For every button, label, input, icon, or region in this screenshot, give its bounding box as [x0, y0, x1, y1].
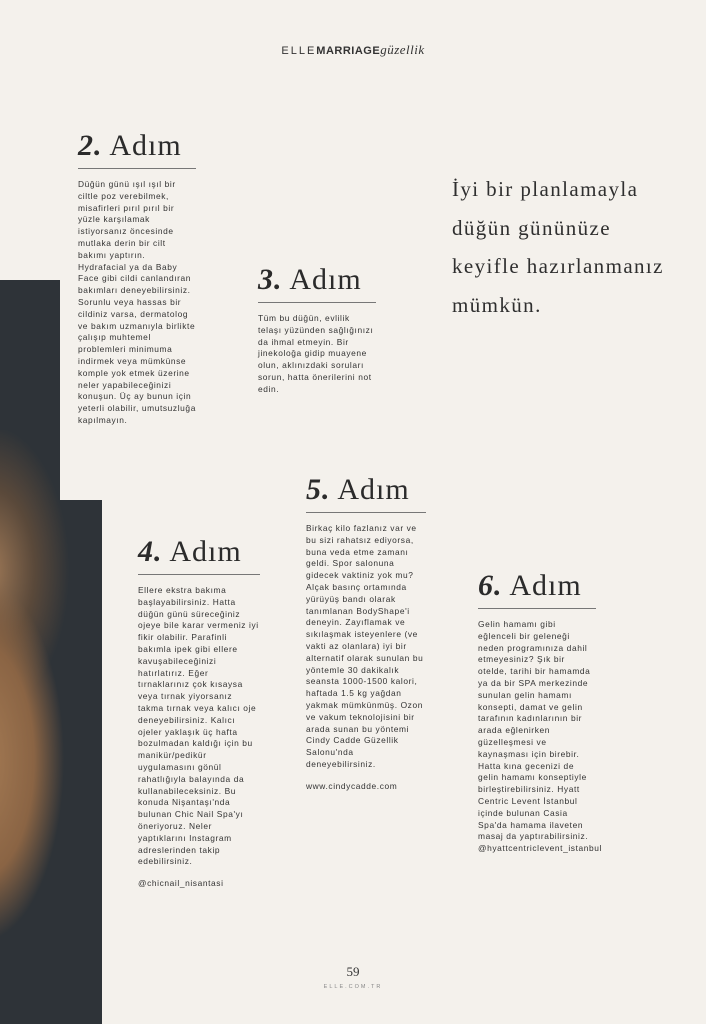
page-footer — [0, 964, 706, 990]
step-number: 2. — [78, 129, 103, 162]
step-handle[interactable]: @chicnail_nisantasi — [138, 878, 224, 889]
page-number: 59 — [346, 964, 360, 979]
step-2 — [78, 128, 196, 427]
masthead — [0, 42, 706, 58]
step-number: 6. — [478, 569, 503, 602]
step-number: 5. — [306, 473, 331, 506]
step-heading — [138, 534, 260, 575]
step-label: Adım — [169, 535, 242, 568]
step-heading — [78, 128, 196, 169]
photo-hair — [0, 430, 100, 1024]
footer-site: ELLE.COM.TR — [323, 984, 383, 990]
step-6 — [478, 568, 602, 855]
step-number: 4. — [138, 535, 163, 568]
masthead-section: güzellik — [380, 42, 425, 57]
step-label: Adım — [337, 473, 410, 506]
step-3 — [258, 262, 376, 396]
step-label: Adım — [109, 129, 182, 162]
step-label: Adım — [289, 263, 362, 296]
step-body: Birkaç kilo fazlanız var ve bu sizi rahatsız ediyorsa, buna veda etme zamanı geldi. Spor salonuna gidecek vaktiniz yok mu? Alçak basınç ortamında yürüyüş bandı olarak tanımlanan BodyShape'i deneyin. Zayıflamak ve sıkılaşmak isteyenlere (ve vakti az olanlara) iyi bir alternatif olarak sunulan bu yöntemle 30 dakikalık seansta 1000-1500 kalori, haftada 1.5 kg yağdan yakmak mümkünmüş. Ozon ve vakum teknolojisini bir arada sunan bu yöntemi Cindy Cadde Güzellik Salonu'nda deneyebilirsiniz. — [306, 523, 424, 769]
masthead-elle: ELLE — [281, 45, 317, 57]
step-body: Düğün günü ışıl ışıl bir ciltle poz verebilmek, misafirleri pırıl pırıl bir yüzle karşılamak istiyorsanız öncesinde mutlaka derin bir cilt bakımı yaptırın. Hydrafacial ya da Baby Face gibi cildi canlandıran bakımları deneyebilirsiniz. Sorunlu veya hassas bir cildiniz varsa, dermatolog ve bakım uzmanıyla birlikte çalışıp muhtemel problemleri minimuma indirmek veya mümkünse komple yok etmek üzerine neler yapabileceğinizi konuşun. Üç ay bunun için yeterli olabilir, umutsuzluğa kapılmayın. — [78, 179, 196, 425]
step-number: 3. — [258, 263, 283, 296]
step-5 — [306, 472, 426, 793]
step-body: Ellere ekstra bakıma başlayabilirsiniz. Hatta düğün günü süreceğiniz ojeye bile karar vermeniz iyi fikir olabilir. Parafinli bakımla ipek gibi ellere kavuşabileceğinizi hatırlatırız. Eğer tırnaklarınız çok kısaysa veya tırnak yiyorsanız takma tırnak veya kalıcı oje deneyebilirsiniz. Kalıcı ojeler yaklaşık üç hafta bozulmadan kaldığı için bu manikür/pedikür uygulamasını gönül rahatlığıyla balayında da kullanabileceksiniz. Bu konuda Nişantaşı'nda bulunan Chic Nail Spa'yı öneriyoruz. Neler yaptıklarını Instagram adreslerinden takip edebilirsiniz. — [138, 585, 259, 867]
step-4 — [138, 534, 260, 890]
step-link[interactable]: www.cindycadde.com — [306, 780, 398, 791]
step-body: Gelin hamamı gibi eğlenceli bir geleneği neden programınıza dahil etmeyesiniz? Şık bir otelde, tarihi bir hamamda ya da bir SPA merkezinde sunulan gelin hamamı konsepti, damat ve gelin tarafının kadınlarının bir arada eğlenirken güzelleşmesi ve kaynaşması için birebir. Hatta kına gecenizi de gelin hamamı konseptiyle birleştirebilirsiniz. Hyatt Centric Levent İstanbul içinde bulunan Casia Spa'da hamama ilaveten masaj da yaptırabilirsiniz. @hyattcentriclevent_istanbul — [478, 619, 602, 854]
pull-quote: İyi bir planlamayla düğün gününüze keyifle hazırlanmanız mümkün. — [452, 177, 664, 317]
step-heading — [306, 472, 426, 513]
step-heading — [258, 262, 376, 303]
step-heading — [478, 568, 596, 609]
step-body: Tüm bu düğün, evlilik telaşı yüzünden sağlığınızı da ihmal etmeyin. Bir jinekoloğa gidip muayene olun, aklınızdaki soruları sorun, hatta önerilerini not edin. — [258, 313, 374, 394]
masthead-marriage: MARRIAGE — [316, 45, 381, 57]
step-label: Adım — [509, 569, 582, 602]
